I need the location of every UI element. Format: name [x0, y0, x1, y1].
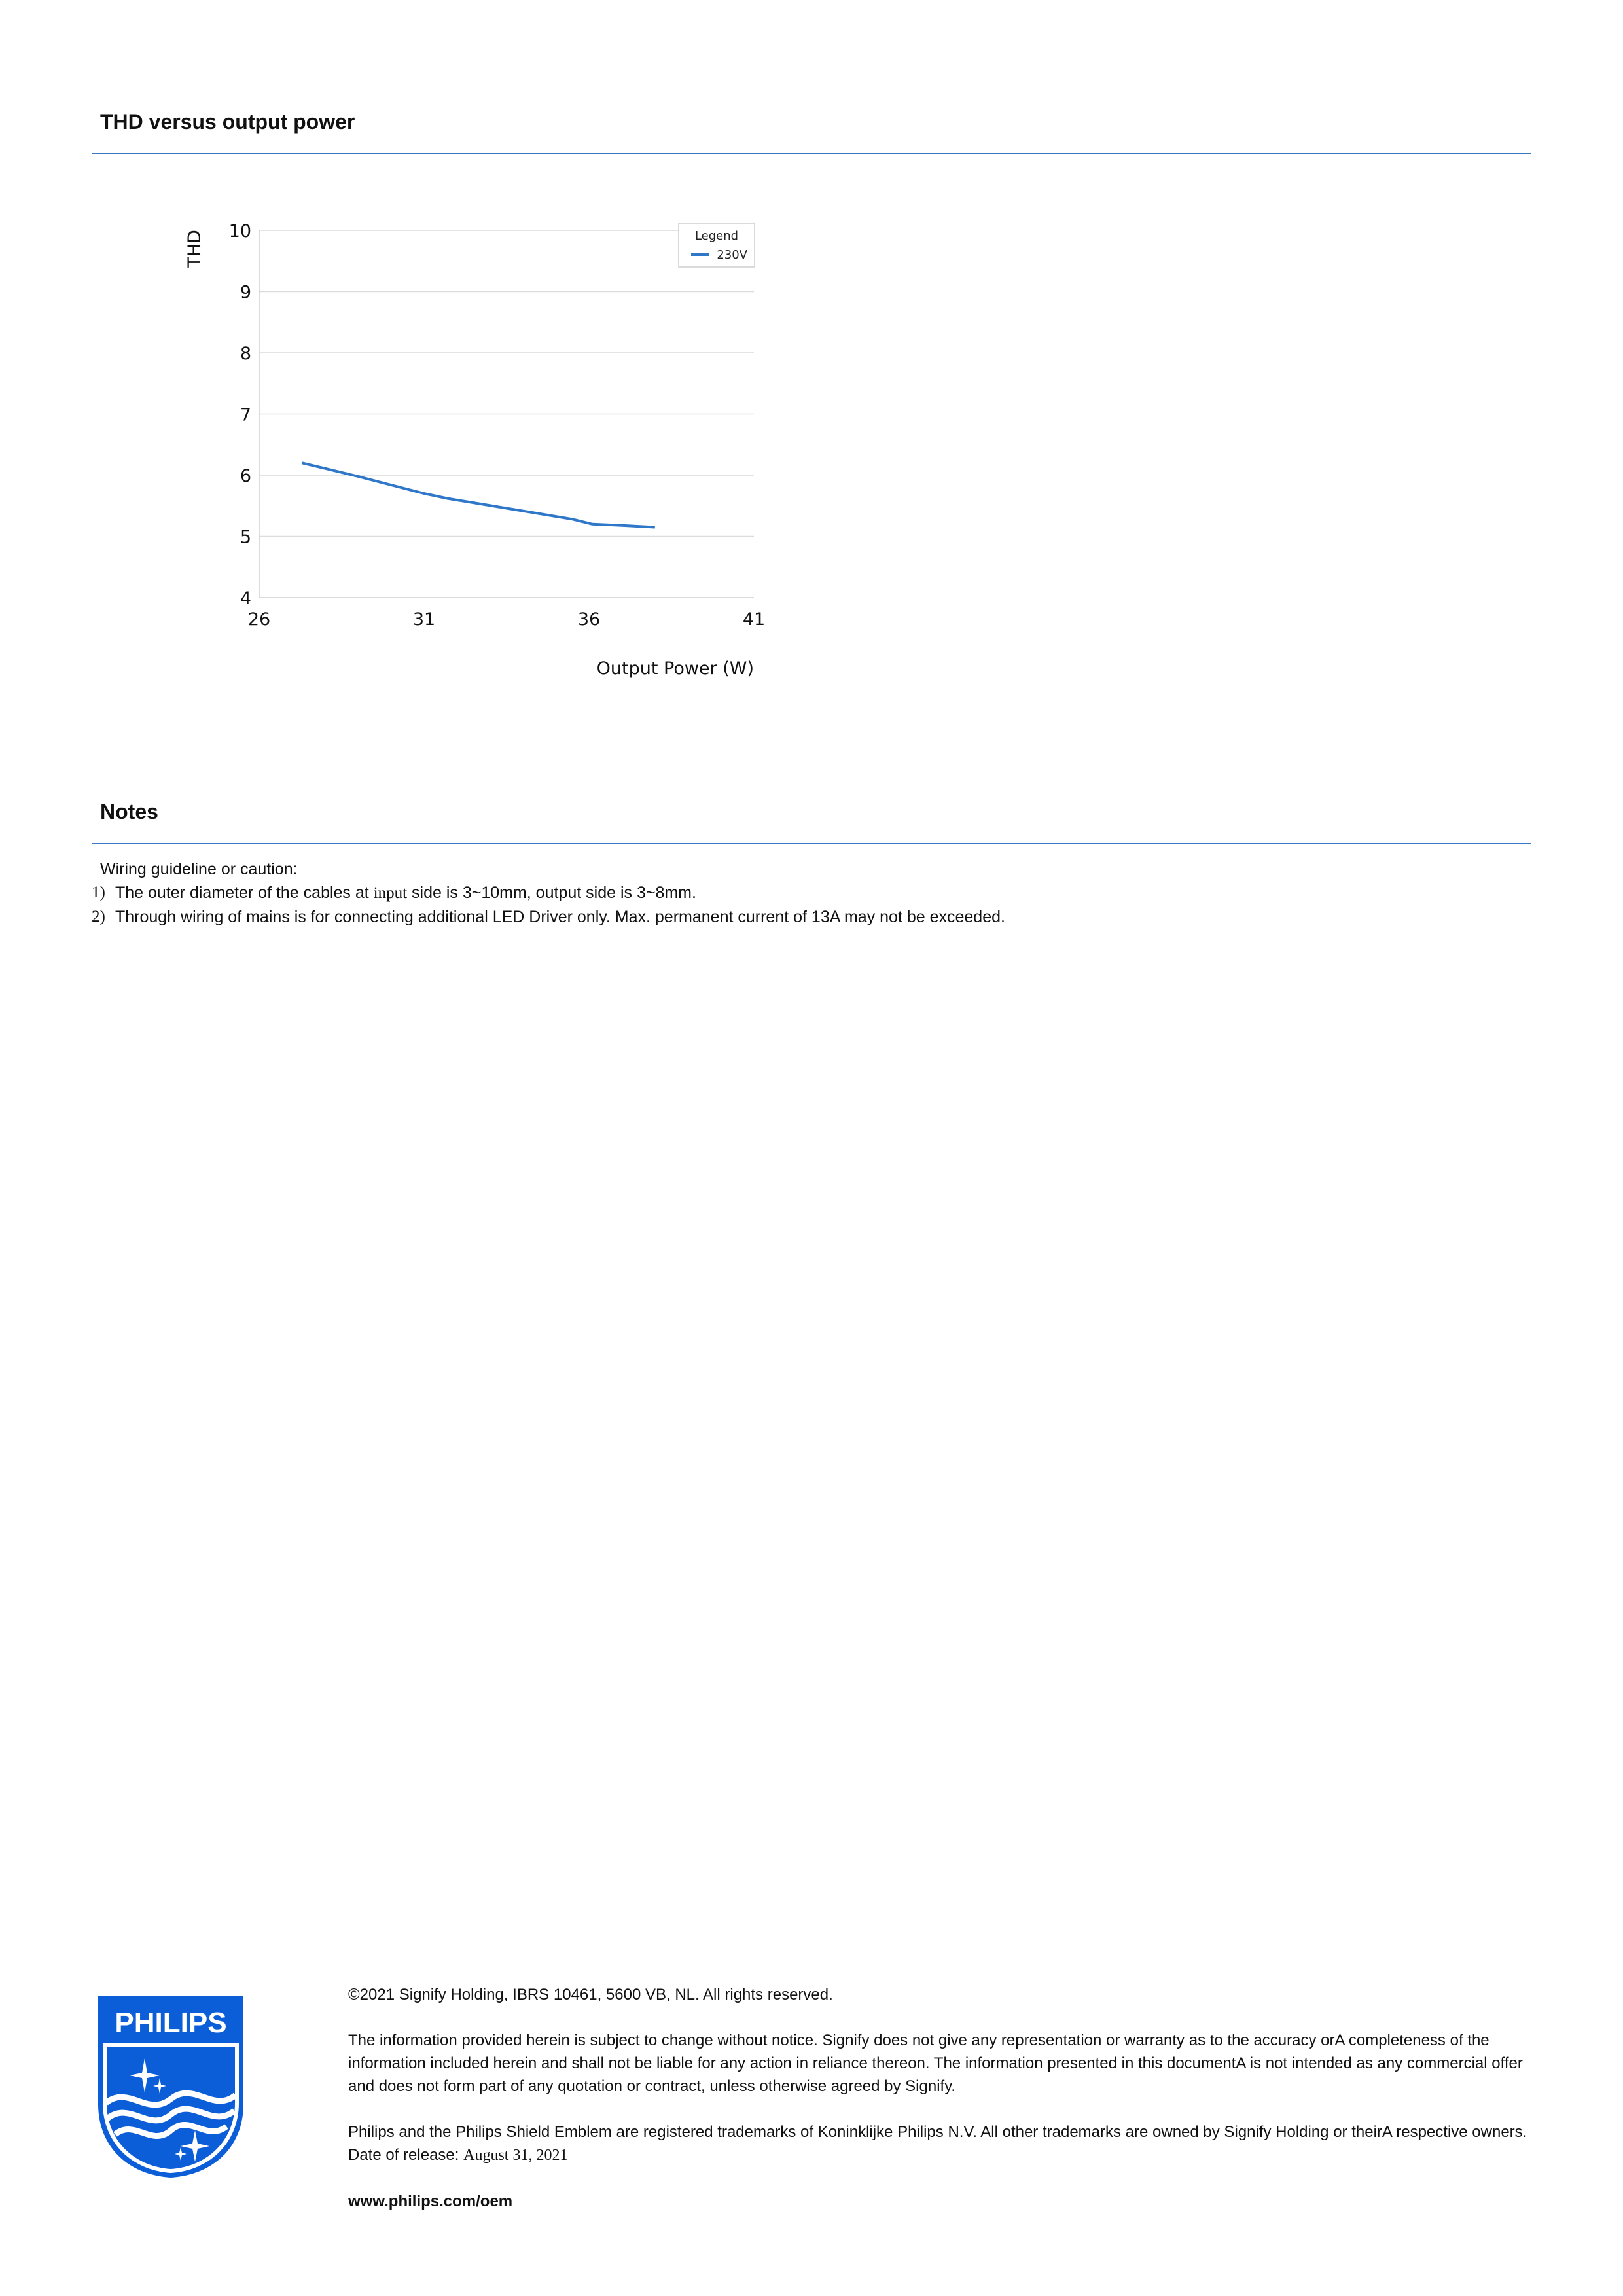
chart-section-title: THD versus output power	[100, 110, 355, 134]
thd-chart	[0, 0, 1623, 720]
note-item-1	[92, 881, 1139, 905]
notes-section-title: Notes	[100, 800, 158, 823]
chart-series	[302, 463, 655, 527]
x-tick-labels	[248, 609, 765, 630]
note-item-2	[92, 905, 1139, 929]
y-tick-6: 6	[240, 466, 251, 486]
y-axis-label: THD	[185, 230, 205, 268]
y-tick-labels	[229, 221, 251, 609]
release-label: Date of release:	[348, 2146, 464, 2164]
y-tick-7: 7	[240, 404, 251, 425]
note-text-serif: input	[373, 884, 408, 902]
note-text-part: The outer diameter of the cables at	[115, 884, 374, 902]
release-date: August 31, 2021	[463, 2147, 568, 2164]
y-tick-4: 4	[240, 588, 251, 609]
chart-legend	[679, 223, 755, 267]
philips-shield-logo	[96, 1993, 246, 2179]
chart-grid	[259, 230, 754, 537]
footer	[348, 1983, 1539, 2213]
notes-intro: Wiring guideline or caution:	[100, 860, 298, 878]
legend-entry-230v: 230V	[717, 248, 747, 262]
footer-release	[348, 2144, 1539, 2167]
x-tick-26: 26	[247, 609, 271, 630]
footer-trademarks: Philips and the Philips Shield Emblem are registered trademarks of Koninklijke Philips N.V. All other trademarks are owned by Signify Holding or theirA respective owners.	[348, 2123, 1527, 2141]
y-tick-5: 5	[240, 527, 251, 548]
note-number: 2)	[92, 908, 105, 925]
philips-wordmark: PHILIPS	[115, 2007, 227, 2039]
y-tick-10: 10	[228, 221, 251, 242]
footer-disclaimer: The information provided herein is subject to change without notice. Signify does not give any representation or warranty as to the accuracy orA completeness of the information included herein and shall not be liable for any action in reliance thereon. The information presented in this documentA is not intended as any commercial offer and does not form part of any quotation or contract, unless otherwise agreed by Signify.	[348, 2032, 1523, 2095]
x-tick-36: 36	[577, 609, 601, 630]
series-line-230v	[302, 463, 655, 527]
x-tick-41: 41	[742, 609, 766, 630]
x-axis-label: Output Power (W)	[596, 658, 754, 679]
notes-section-divider	[92, 843, 1531, 844]
y-tick-8: 8	[240, 344, 251, 364]
notes-list	[92, 857, 1139, 929]
x-tick-31: 31	[412, 609, 436, 630]
note-text: Through wiring of mains is for connecting additional LED Driver only. Max. permanent current of 13A may not be exceeded.	[115, 908, 1005, 926]
footer-url[interactable]: www.philips.com/oem	[348, 2193, 513, 2210]
y-tick-9: 9	[240, 282, 251, 303]
legend-title: Legend	[694, 229, 739, 243]
note-number: 1)	[92, 884, 105, 901]
note-text-part: side is 3~10mm, output side is 3~8mm.	[407, 884, 696, 902]
note-text	[115, 881, 696, 905]
footer-copyright: ©2021 Signify Holding, IBRS 10461, 5600 VB, NL. All rights reserved.	[348, 1986, 833, 2003]
